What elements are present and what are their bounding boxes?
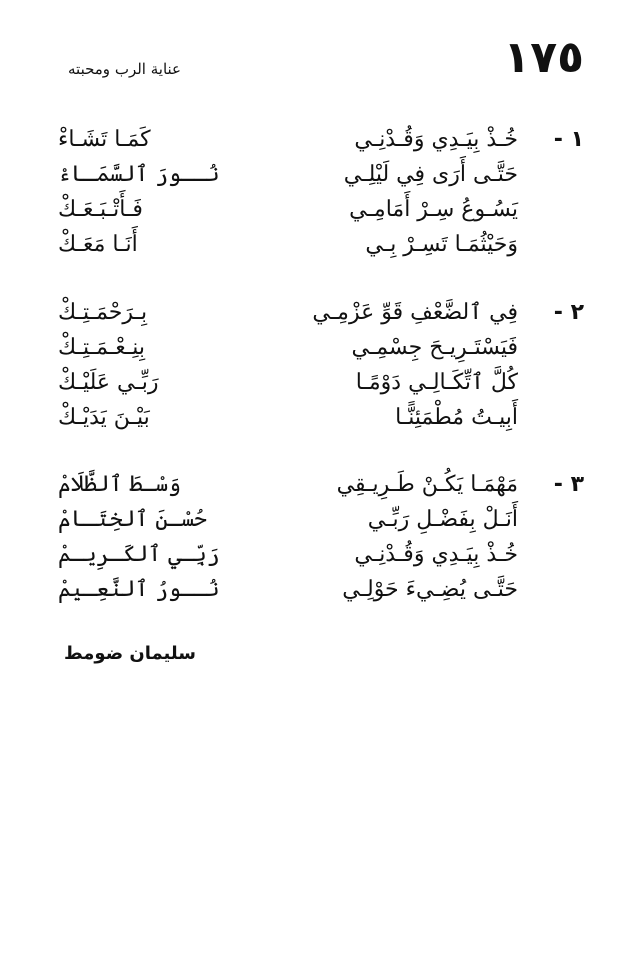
verse-line [58,122,518,157]
verse-line [58,572,518,607]
verse-line [58,157,518,192]
stanza-number: ١ - [553,127,584,152]
verse-first-half: مَهْمَـا يَكُـنْ طَـرِيـقِي [336,472,518,497]
verse-line [58,227,518,262]
verse-second-half: بِنِـعْـمَـتِـكْ [58,335,146,360]
verse-first-half: حَتَّـى أَرَى فِي لَيْلِـي [343,162,518,187]
stanza-1 [58,122,584,262]
verse-second-half: بِـرَحْمَـتِـكْ [58,300,148,325]
verse-first-half: فِي ٱلضَّعْفِ قَوِّ عَزْمِـي [312,300,518,325]
verse-second-half: كَمَـا تَشَـاءْ [58,127,151,152]
verse-first-half: يَسُـوعُ سِـرْ أَمَامِـي [349,197,518,222]
verse-first-half: حَتَّـى يُضِـيءَ حَوْلِـي [342,577,518,602]
page-number: ١٧٥ [503,32,584,83]
stanza-3 [58,467,584,607]
verse-second-half: نُــورُ ٱلنَّعِـيمْ [58,577,220,602]
verse-first-half: خُـذْ بِيَـدِي وَقُـدْنِـي [354,127,518,152]
author-name: سليمان ضومط [64,643,196,664]
verse-line [58,295,518,330]
stanza-2 [58,295,584,435]
verse-first-half: وَحَيْثُمَـا تَسِـرْ بِـي [365,232,518,257]
verse-second-half: أَنَـا مَعَـكْ [58,232,138,257]
running-title: عناية الرب ومحبته [68,60,181,78]
verse-first-half: خُـذْ بِيَـدِي وَقُـدْنِـي [354,542,518,567]
verse-second-half: بَيْـنَ يَدَيْـكْ [58,405,150,430]
verse-first-half: فَيَسْتَـرِيـحَ جِسْمِـي [351,335,518,360]
verse-line [58,330,518,365]
verse-line [58,537,518,572]
verse-second-half: رَبِّـي ٱلكَـرِيـمْ [58,542,220,567]
verse-second-half: حُسْـنَ ٱلخِتَـامْ [58,507,207,532]
verse-line [58,467,518,502]
verse-second-half: رَبِّـي عَلَيْـكْ [58,370,159,395]
stanza-number: ٣ - [553,472,584,497]
verse-line [58,502,518,537]
verse-second-half: وَسْـطَ ٱلظَّلَامْ [58,472,182,497]
verse-first-half: كُلَّ ٱتِّكَـالِـي دَوْمًـا [355,370,518,395]
verse-line [58,400,518,435]
stanza-number: ٢ - [553,300,584,325]
verse-first-half: أَنَـلْ بِفَضْـلِ رَبِّـي [367,507,518,532]
verse-line [58,365,518,400]
verse-second-half: نُــورَ ٱلسَّمَـاءْ [58,162,220,187]
verse-second-half: فَـأَتْـبَـعَـكْ [58,197,143,222]
verse-first-half: أَبِيـتُ مُطْمَئِنًّـا [395,405,518,430]
verse-line [58,192,518,227]
